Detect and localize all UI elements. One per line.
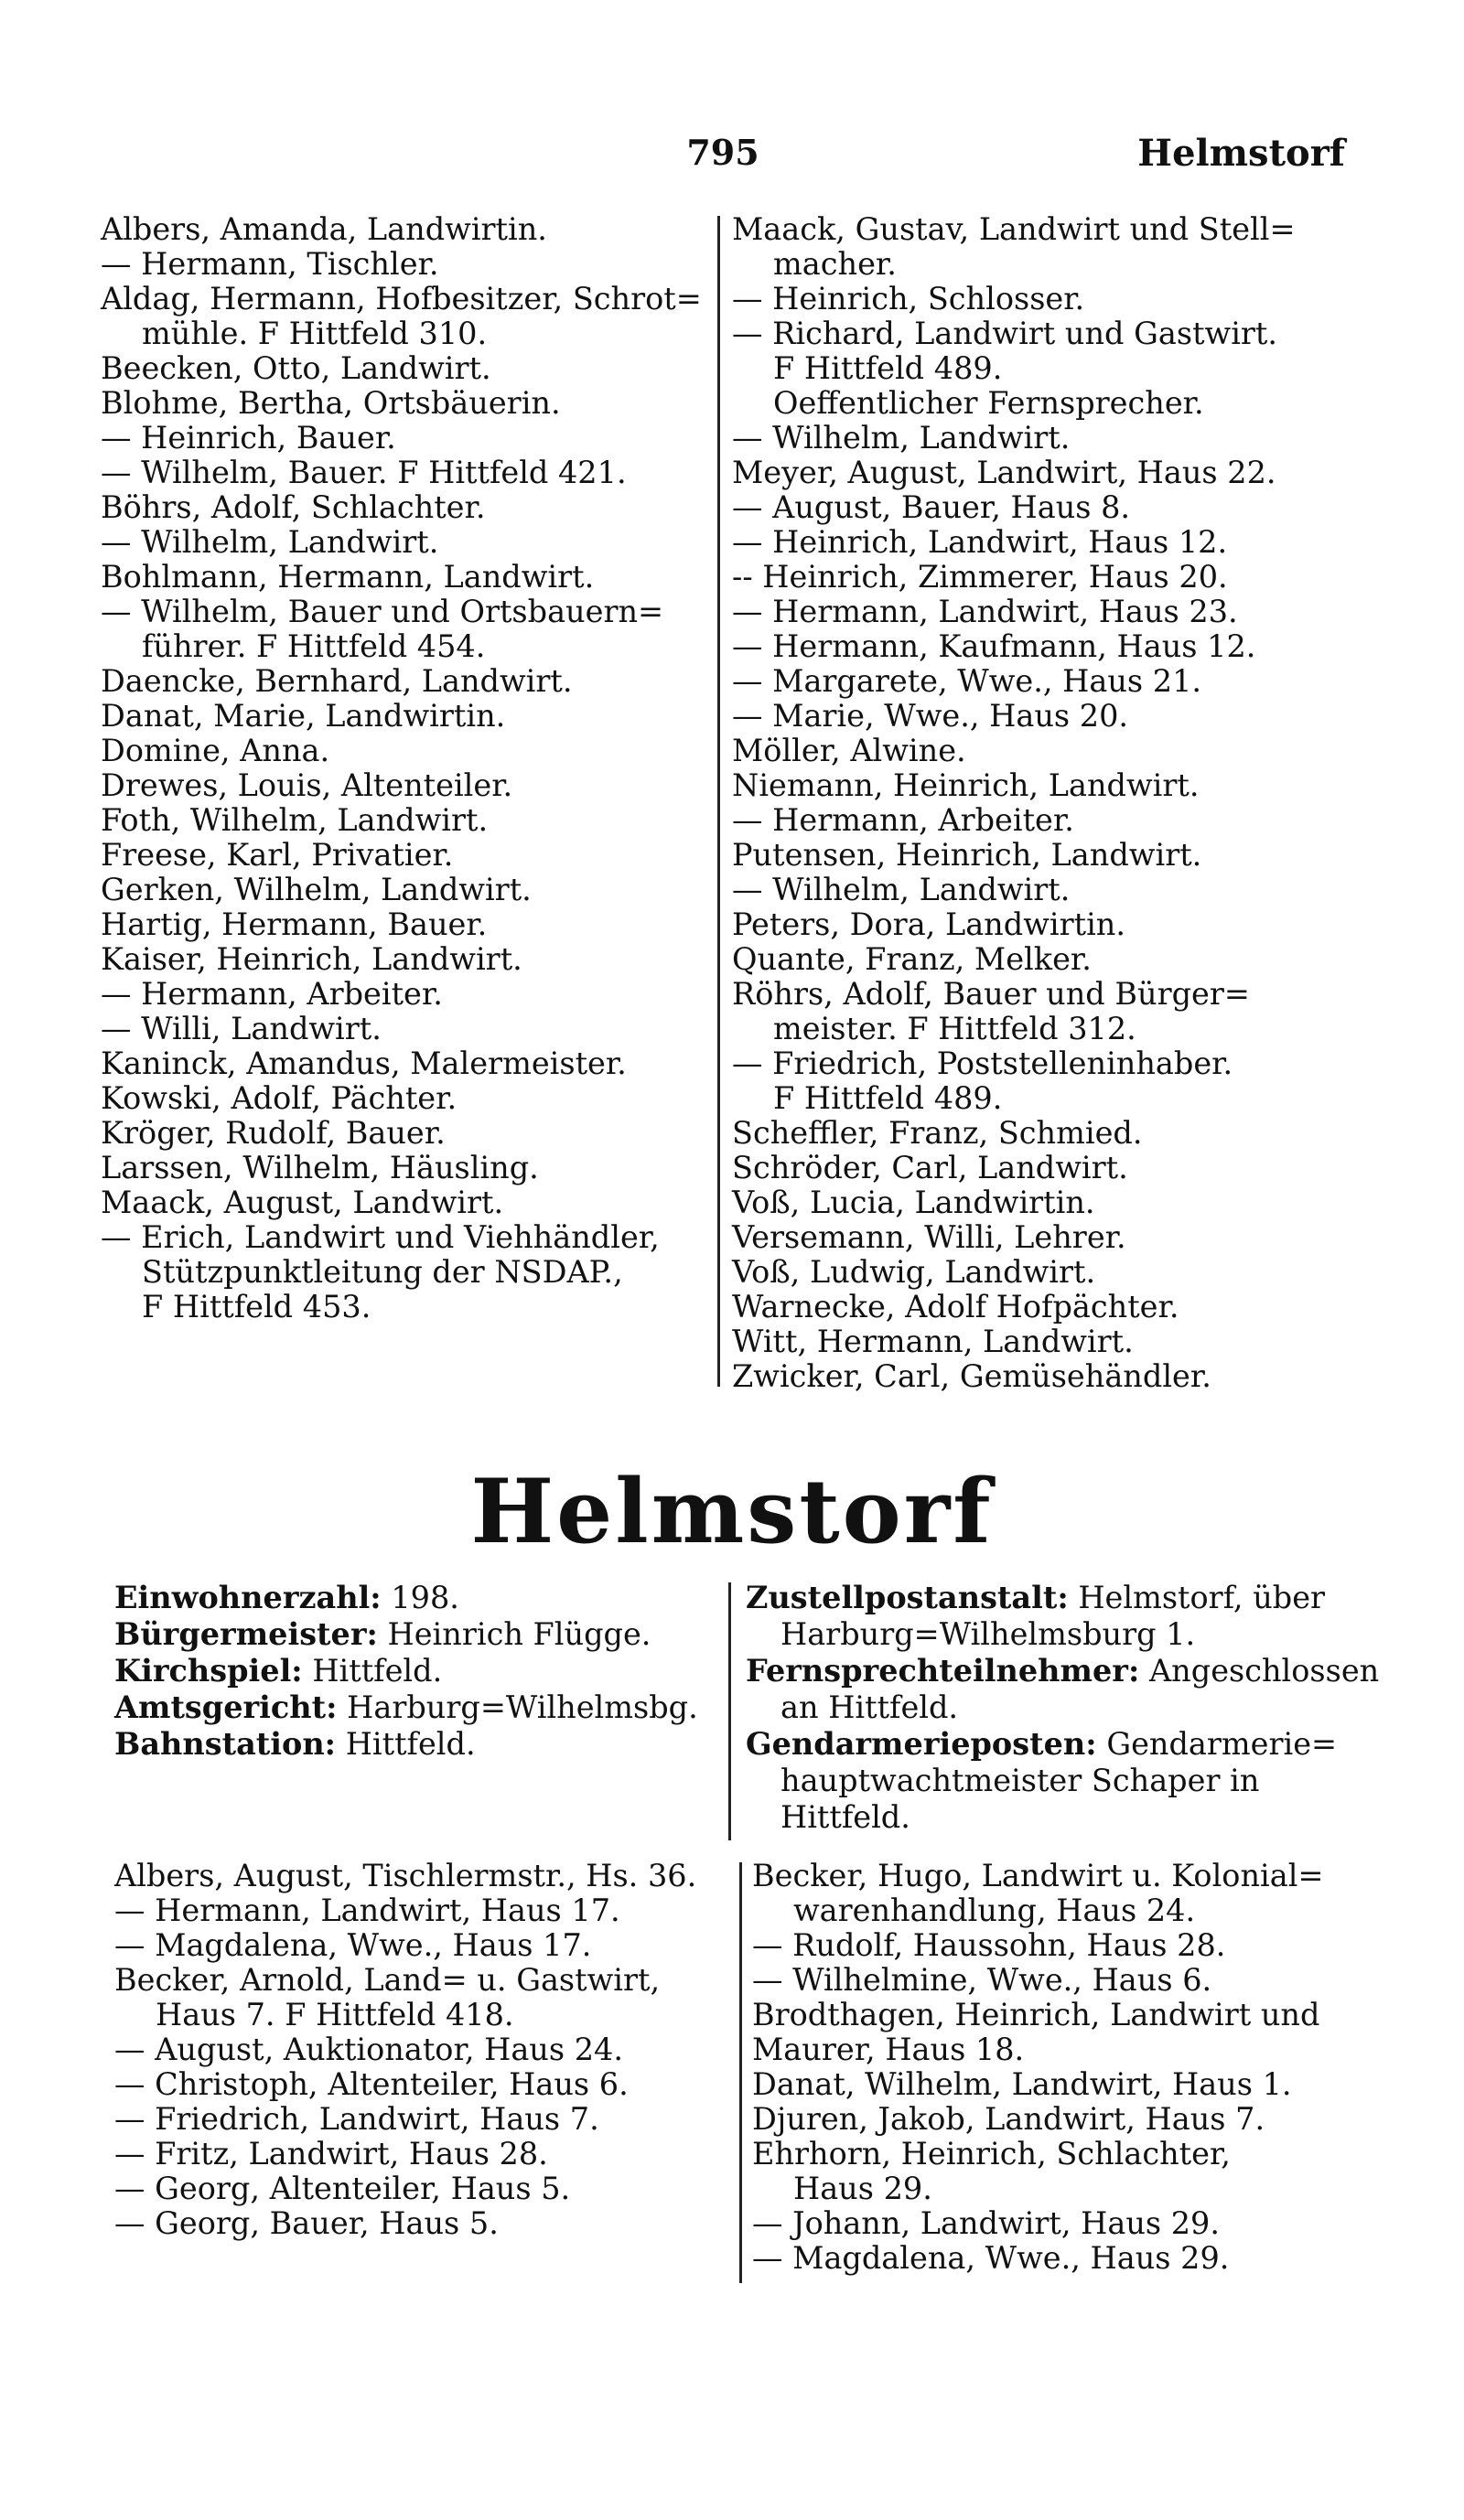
directory-entry: — Hermann, Tischler. [101, 246, 439, 282]
directory-entry: Hartig, Hermann, Bauer. [101, 906, 488, 942]
directory-entry: Haus 7. F Hittfeld 418. [156, 1997, 514, 2032]
directory-entry: Röhrs, Adolf, Bauer und Bürger= [732, 976, 1250, 1012]
info-row [746, 1799, 1359, 1836]
directory-entry: Kaninck, Amandus, Malermeister. [101, 1046, 627, 1081]
directory-entry: — Wilhelm, Landwirt. [732, 872, 1071, 907]
directory-entry: Larssen, Wilhelm, Häusling. [101, 1150, 539, 1185]
directory-entry: — Wilhelm, Landwirt. [732, 420, 1071, 456]
directory-entry: — Erich, Landwirt und Viehhändler, [101, 1219, 660, 1255]
info-value: hauptwachtmeister Schaper in [780, 1763, 1260, 1798]
directory-entry: Foth, Wilhelm, Landwirt. [101, 802, 489, 838]
page-number: 795 [686, 132, 759, 173]
directory-entry: Warnecke, Adolf Hofpächter. [732, 1289, 1179, 1324]
info-value: Harburg=Wilhelmsbg. [347, 1689, 698, 1725]
info-row [746, 1653, 1380, 1689]
directory-entry: Domine, Anna. [101, 733, 330, 768]
info-label: Kirchspiel: [114, 1653, 303, 1689]
directory-entry: Böhrs, Adolf, Schlachter. [101, 489, 486, 525]
info-row [746, 1763, 1359, 1799]
directory-entry: — Heinrich, Schlosser. [732, 281, 1085, 316]
info-row [114, 1580, 727, 1616]
directory-entry: Niemann, Heinrich, Landwirt. [732, 767, 1200, 803]
directory-entry: — Magdalena, Wwe., Haus 29. [752, 2240, 1230, 2276]
directory-entry: Brodthagen, Heinrich, Landwirt und [752, 1997, 1320, 2032]
directory-entry: Kröger, Rudolf, Bauer. [101, 1115, 446, 1151]
directory-entry: — Willi, Landwirt. [101, 1011, 382, 1046]
directory-entry: — Wilhelm, Bauer und Ortsbauern= [101, 594, 664, 629]
directory-entry: Stützpunktleitung der NSDAP., [142, 1254, 623, 1290]
directory-entry: Quante, Franz, Melker. [732, 941, 1092, 977]
column-divider [717, 216, 720, 1387]
directory-entry: — Fritz, Landwirt, Haus 28. [114, 2136, 548, 2171]
info-label: Amtsgericht: [114, 1689, 338, 1725]
directory-entry: — Magdalena, Wwe., Haus 17. [114, 1927, 592, 1963]
directory-entry: F Hittfeld 453. [142, 1289, 371, 1324]
directory-entry: Peters, Dora, Landwirtin. [732, 906, 1126, 942]
info-label: Gendarmerieposten: [746, 1726, 1097, 1762]
directory-entry: Maurer, Haus 18. [752, 2032, 1025, 2067]
info-row [746, 1616, 1359, 1653]
directory-entry: Danat, Wilhelm, Landwirt, Haus 1. [752, 2066, 1292, 2102]
info-value: Gendarmerie= [1106, 1726, 1338, 1762]
directory-entry: — Wilhelm, Bauer. F Hittfeld 421. [101, 455, 627, 490]
directory-entry: warenhandlung, Haus 24. [793, 1893, 1196, 1928]
directory-entry: Blohme, Bertha, Ortsbäuerin. [101, 385, 561, 421]
directory-entry: — Friedrich, Poststelleninhaber. [732, 1046, 1233, 1081]
info-value: Harburg=Wilhelmsburg 1. [780, 1616, 1196, 1652]
info-label: Bahnstation: [114, 1726, 337, 1762]
directory-entry: führer. F Hittfeld 454. [142, 628, 486, 664]
info-row [746, 1580, 1359, 1616]
info-row [114, 1653, 727, 1689]
directory-entry: — Friedrich, Landwirt, Haus 7. [114, 2101, 599, 2137]
directory-entry: Bohlmann, Hermann, Landwirt. [101, 559, 595, 595]
directory-entry: macher. [773, 246, 897, 282]
info-value: an Hittfeld. [780, 1689, 959, 1725]
directory-entry: Drewes, Louis, Altenteiler. [101, 767, 513, 803]
info-label: Fernsprechteilnehmer: [746, 1653, 1140, 1689]
directory-entry: Becker, Arnold, Land= u. Gastwirt, [114, 1962, 661, 1998]
directory-entry: — Georg, Altenteiler, Haus 5. [114, 2171, 571, 2206]
directory-entry: — Wilhelmine, Wwe., Haus 6. [752, 1962, 1212, 1998]
directory-entry: Versemann, Willi, Lehrer. [732, 1219, 1126, 1255]
directory-entry: Gerken, Wilhelm, Landwirt. [101, 872, 532, 907]
directory-entry: Möller, Alwine. [732, 733, 966, 768]
directory-entry: — August, Auktionator, Haus 24. [114, 2032, 623, 2067]
directory-entry: — Marie, Wwe., Haus 20. [732, 698, 1129, 734]
info-value: Angeschlossen [1148, 1653, 1380, 1689]
directory-entry: — Heinrich, Landwirt, Haus 12. [732, 524, 1228, 560]
info-label: Zustellpostanstalt: [746, 1580, 1069, 1615]
directory-entry: — Hermann, Landwirt, Haus 17. [114, 1893, 620, 1928]
directory-entry: Putensen, Heinrich, Landwirt. [732, 837, 1202, 873]
directory-entry: Aldag, Hermann, Hofbesitzer, Schrot= [101, 281, 702, 316]
bottom-left-column [114, 1859, 737, 2241]
info-value: Hittfeld. [312, 1653, 443, 1689]
directory-entry: Maack, Gustav, Landwirt und Stell= [732, 211, 1296, 247]
directory-entry: Becker, Hugo, Landwirt u. Kolonial= [752, 1858, 1324, 1893]
directory-entry: -- Heinrich, Zimmerer, Haus 20. [732, 559, 1228, 595]
directory-entry: Kaiser, Heinrich, Landwirt. [101, 941, 522, 977]
directory-entry: — Georg, Bauer, Haus 5. [114, 2205, 499, 2241]
directory-entry: Oeffentlicher Fernsprecher. [773, 385, 1204, 421]
directory-entry: Beecken, Otto, Landwirt. [101, 350, 491, 386]
directory-entry: Freese, Karl, Privatier. [101, 837, 454, 873]
info-value: 198. [391, 1580, 459, 1615]
info-right-block [746, 1580, 1380, 1836]
top-right-column [732, 212, 1363, 1394]
directory-entry: Djuren, Jakob, Landwirt, Haus 7. [752, 2101, 1265, 2137]
directory-entry: Daencke, Bernhard, Landwirt. [101, 663, 573, 699]
column-divider [728, 1582, 731, 1840]
directory-entry: Ehrhorn, Heinrich, Schlachter, [752, 2136, 1231, 2171]
directory-entry: — Hermann, Kaufmann, Haus 12. [732, 628, 1256, 664]
directory-entry: — Heinrich, Bauer. [101, 420, 396, 456]
directory-entry: — Margarete, Wwe., Haus 21. [732, 663, 1202, 699]
info-value: Helmstorf, über [1078, 1580, 1326, 1615]
directory-entry: mühle. F Hittfeld 310. [142, 316, 488, 351]
info-label: Bürgermeister: [114, 1616, 378, 1652]
info-row [114, 1689, 727, 1726]
directory-entry: — August, Bauer, Haus 8. [732, 489, 1131, 525]
directory-entry: Meyer, August, Landwirt, Haus 22. [732, 455, 1276, 490]
directory-entry: Voß, Lucia, Landwirtin. [732, 1185, 1095, 1220]
directory-entry: — Christoph, Altenteiler, Haus 6. [114, 2066, 629, 2102]
running-head: Helmstorf [1137, 132, 1345, 175]
directory-entry: Albers, Amanda, Landwirtin. [101, 211, 547, 247]
info-row [114, 1726, 727, 1763]
info-value: Hittfeld. [345, 1726, 476, 1762]
info-value: Hittfeld. [780, 1799, 910, 1835]
info-label: Einwohnerzahl: [114, 1580, 382, 1615]
directory-entry: Haus 29. [793, 2171, 932, 2206]
directory-entry: Kowski, Adolf, Pächter. [101, 1080, 458, 1116]
directory-entry: — Wilhelm, Landwirt. [101, 524, 439, 560]
directory-entry: — Johann, Landwirt, Haus 29. [752, 2205, 1221, 2241]
directory-entry: — Hermann, Landwirt, Haus 23. [732, 594, 1238, 629]
directory-entry: Danat, Marie, Landwirtin. [101, 698, 506, 734]
directory-entry: — Hermann, Arbeiter. [732, 802, 1074, 838]
column-divider [739, 1862, 742, 2283]
directory-entry: Albers, August, Tischlermstr., Hs. 36. [114, 1858, 697, 1893]
page-header [101, 132, 1345, 187]
info-row [114, 1616, 727, 1653]
directory-entry: Zwicker, Carl, Gemüsehändler. [732, 1358, 1211, 1394]
info-row [746, 1689, 1359, 1726]
info-row [746, 1726, 1359, 1763]
directory-entry: Witt, Hermann, Landwirt. [732, 1324, 1134, 1359]
directory-entry: meister. F Hittfeld 312. [773, 1011, 1136, 1046]
directory-entry: F Hittfeld 489. [773, 350, 1003, 386]
directory-entry: Maack, August, Landwirt. [101, 1185, 504, 1220]
directory-entry: F Hittfeld 489. [773, 1080, 1003, 1116]
top-left-column [101, 212, 709, 1324]
info-left-block [114, 1580, 727, 1763]
directory-entry: Voß, Ludwig, Landwirt. [732, 1254, 1096, 1290]
directory-entry: Scheffler, Franz, Schmied. [732, 1115, 1143, 1151]
directory-entry: — Rudolf, Haussohn, Haus 28. [752, 1927, 1226, 1963]
directory-entry: Schröder, Carl, Landwirt. [732, 1150, 1128, 1185]
directory-entry: — Hermann, Arbeiter. [101, 976, 443, 1012]
directory-entry: — Richard, Landwirt und Gastwirt. [732, 316, 1278, 351]
info-value: Heinrich Flügge. [387, 1616, 651, 1652]
bottom-right-column [752, 1859, 1365, 2276]
place-title: Helmstorf [470, 1460, 994, 1563]
